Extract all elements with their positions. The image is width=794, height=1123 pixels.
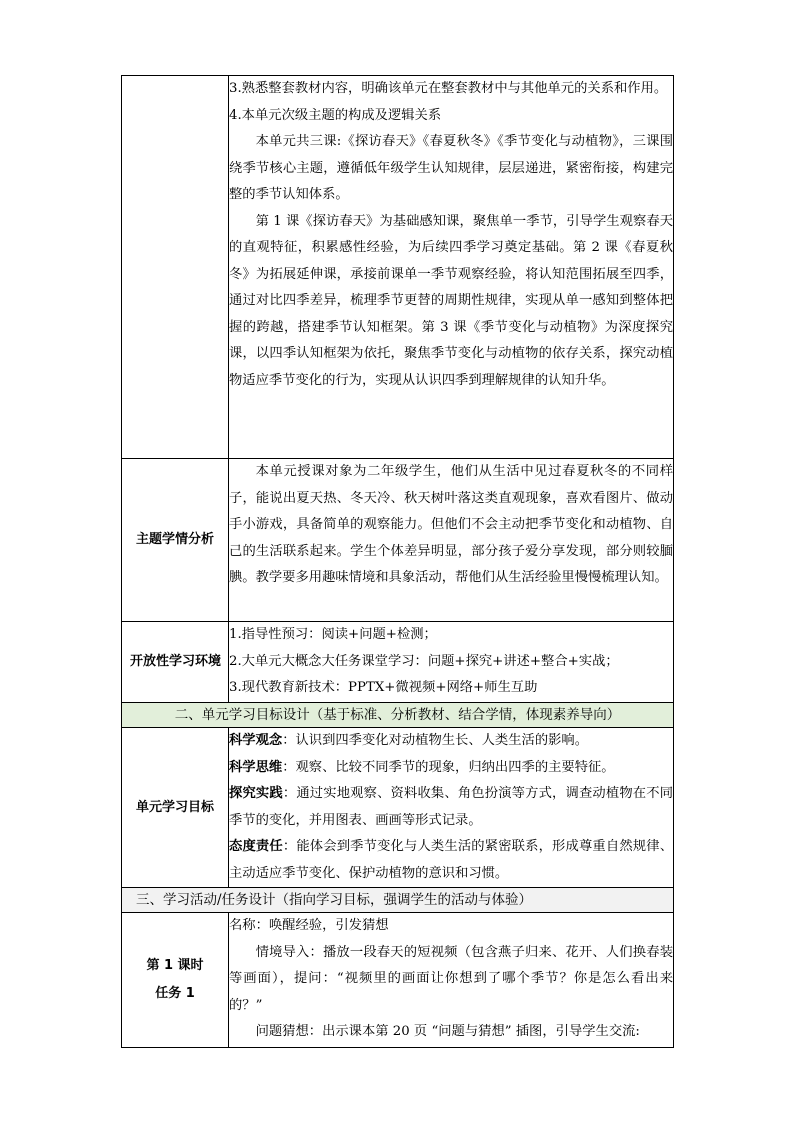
- task-1-label: [122, 913, 229, 1048]
- unit-goals-row: [122, 728, 674, 888]
- section-2-title: 二、单元学习目标设计（基于标准、分析教材、结合学情，体现素养导向）: [122, 703, 674, 728]
- learning-env-label: 开放性学习环境: [122, 622, 229, 703]
- section-3-title: 三、学习活动/任务设计（指向学习目标，强调学生的活动与体验）: [122, 888, 674, 913]
- learner-analysis-row: [122, 459, 674, 622]
- env-item-2: 2.大单元大概念大任务课堂学习：问题+探究+讲述+整合+实战；: [229, 653, 619, 669]
- learning-env-content: [229, 622, 674, 703]
- goal-3-key: 探究实践: [229, 786, 283, 801]
- line-4: 4.本单元次级主题的构成及逻辑关系: [229, 107, 442, 123]
- unit-structure-content: [229, 76, 674, 459]
- goal-4-key: 态度责任: [229, 839, 283, 854]
- task-guess: 问题猜想：出示课本第 20 页 “问题与猜想” 插图，引导学生交流:: [255, 1024, 640, 1039]
- learner-analysis-label: 主题学情分析: [122, 459, 229, 622]
- structure-para-1: 本单元共三课:《探访春天》《春夏秋冬》《季节变化与动植物》，三课围绕季节核心主题，遵循低年级学生认知规律，层层递进，紧密衔接，构建完整的季节认知体系。: [229, 134, 673, 202]
- learning-env-row: [122, 622, 674, 703]
- lesson-plan-table: [121, 75, 674, 1048]
- section-2-header-row: [122, 703, 674, 728]
- goal-1-text: 认识到四季变化对动植物生长、人类生活的影响。: [295, 733, 589, 748]
- goal-1-key: 科学观念: [229, 733, 283, 748]
- task-intro: 情境导入：播放一段春天的短视频（包含燕子归来、花开、人们换春装等画面），提问：“视频里的画面让你想到了哪个季节？你是怎么看出来的？”: [229, 944, 673, 1013]
- empty-label-cell: [122, 76, 229, 459]
- section-3-header-row: [122, 888, 674, 913]
- goal-2-key: 科学思维: [229, 759, 283, 775]
- goal-4-text: 能体会到季节变化与人类生活的紧密联系，形成尊重自然规律、主动适应季节变化、保护动植物的意识和习惯。: [229, 839, 674, 881]
- goal-1: 科学观念：认识到四季变化对动植物生长、人类生活的影响。: [229, 733, 589, 748]
- lesson-number: 第 1 课时: [146, 958, 204, 973]
- goal-2-text: 观察、比较不同季节的现象，归纳出四季的主要特征。: [295, 759, 615, 775]
- goal-2: 科学思维：观察、比较不同季节的现象，归纳出四季的主要特征。: [229, 759, 615, 775]
- structure-para-2: 第 1 课《探访春天》为基础感知课，聚焦单一季节，引导学生观察春天的直观特征，积累感性经验，为后续四季学习奠定基础。第 2 课《春夏秋冬》为拓展延伸课，承接前课单一季节观察经验，将认知范围拓展至四季，通过对比四季差异，梳理季节更替的周期性规律，实现从单一感知到整体把握的跨越，搭建季节认知框架。第 3 课《季节变化与动植物》为深度探究课，以四季认知框架为依托，聚焦季节变化与动植物的依存关系，探究动植物适应季节变化的行为，实现从认识四季到理解规律的认知升华。: [229, 213, 673, 388]
- learner-analysis-content: [229, 459, 674, 622]
- task-1-content: [229, 913, 674, 1048]
- unit-goals-label: 单元学习目标: [122, 728, 229, 888]
- unit-goals-content: [229, 728, 674, 888]
- task-1-row: [122, 913, 674, 1048]
- goal-3-text: 通过实地观察、资料收集、角色扮演等方式，调查动植物在不同季节的变化，并用图表、画画等形式记录。: [229, 786, 674, 828]
- line-3: 3.熟悉整套教材内容，明确该单元在整套教材中与其他单元的关系和作用。: [229, 81, 668, 96]
- goal-3: 探究实践：通过实地观察、资料收集、角色扮演等方式，调查动植物在不同季节的变化，并用图表、画画等形式记录。: [229, 786, 674, 828]
- env-item-3: 3.现代教育新技术：PPTX+微视频+网络+师生互助: [229, 680, 538, 695]
- learner-analysis-text: 本单元授课对象为二年级学生，他们从生活中见过春夏秋冬的不同样子，能说出夏天热、冬天冷、秋天树叶落这类直观现象，喜欢看图片、做动手小游戏，具备简单的观察能力。但他们不会主动把季节变化和动植物、自己的生活联系起来。学生个体差异明显，部分孩子爱分享发现，部分则较腼腆。教学要多用趣味情境和具象活动，帮他们从生活经验里慢慢梳理认知。: [229, 464, 673, 585]
- task-name: 名称：唤醒经验，引发猜想: [229, 918, 389, 933]
- goal-4: 态度责任：能体会到季节变化与人类生活的紧密联系，形成尊重自然规律、主动适应季节变化、保护动植物的意识和习惯。: [229, 839, 674, 881]
- env-item-1: 1.指导性预习：阅读+问题+检测；: [229, 627, 437, 642]
- unit-structure-row: [122, 76, 674, 459]
- task-number: 任务 1: [155, 986, 195, 1001]
